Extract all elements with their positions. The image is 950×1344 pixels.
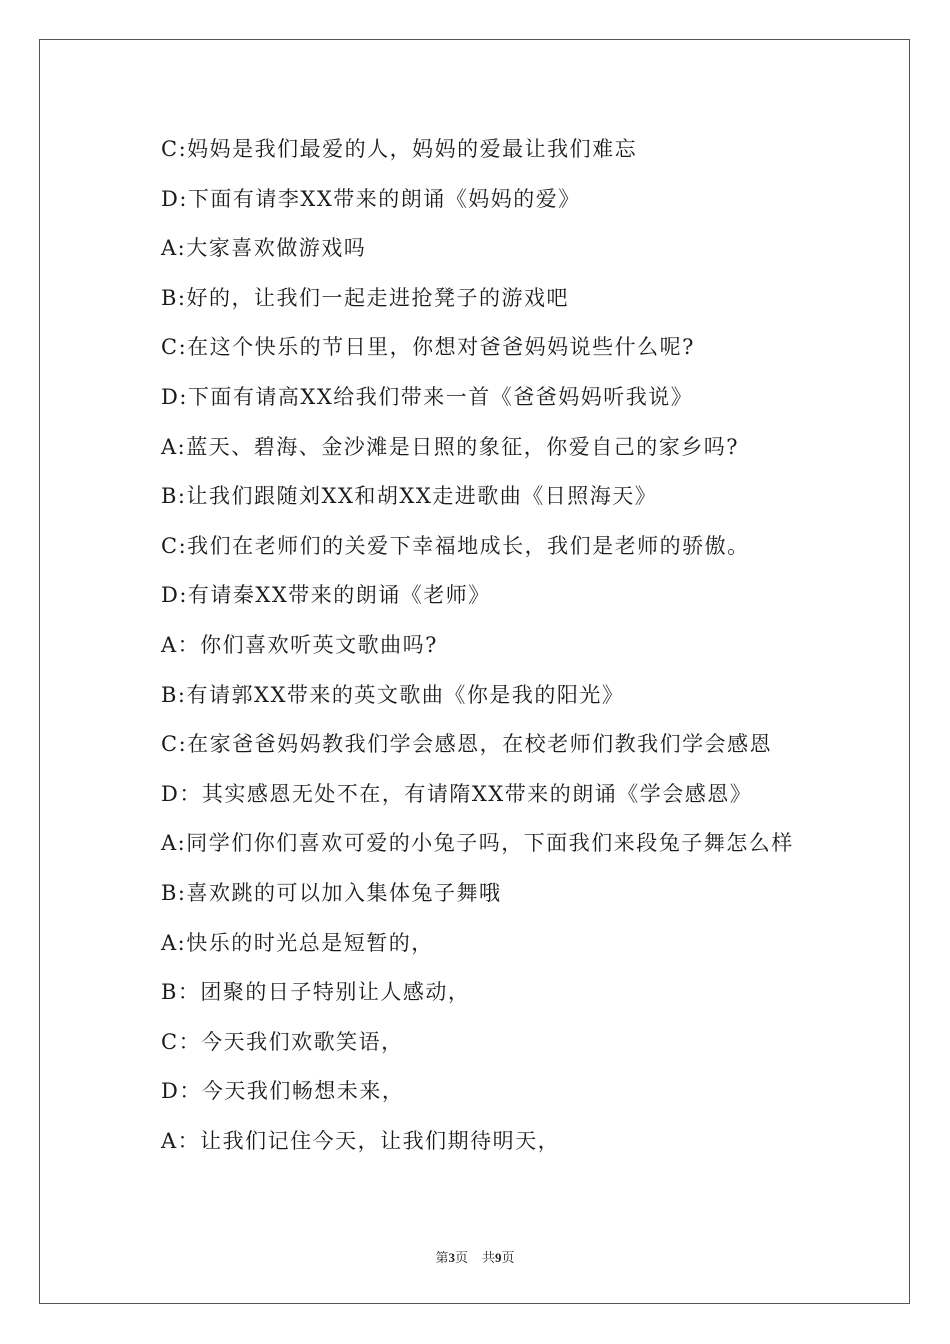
dialogue-line: A:大家喜欢做游戏吗 bbox=[161, 236, 367, 261]
dialogue-line: D:下面有请高XX给我们带来一首《爸爸妈妈听我说》 bbox=[161, 384, 694, 409]
total-suffix: 页 bbox=[501, 1251, 515, 1266]
dialogue-line: A:蓝天、碧海、金沙滩是日照的象征，你爱自己的家乡吗? bbox=[161, 434, 739, 459]
dialogue-line: B:有请郭XX带来的英文歌曲《你是我的阳光》 bbox=[161, 682, 625, 707]
total-prefix: 共 bbox=[482, 1251, 496, 1266]
dialogue-line: B：团聚的日子特别让人感动， bbox=[161, 980, 471, 1005]
dialogue-line: D:下面有请李XX带来的朗诵《妈妈的爱》 bbox=[161, 186, 581, 211]
page-number: 3 bbox=[448, 1250, 455, 1265]
dialogue-line: C:在这个快乐的节日里，你想对爸爸妈妈说些什么呢? bbox=[161, 335, 695, 360]
dialogue-line: A:快乐的时光总是短暂的， bbox=[161, 930, 434, 955]
dialogue-line: A：你们喜欢听英文歌曲吗? bbox=[161, 632, 438, 657]
total-pages: 9 bbox=[495, 1250, 502, 1265]
dialogue-line: C：今天我们欢歌笑语， bbox=[161, 1029, 404, 1054]
dialogue-list bbox=[161, 131, 861, 1172]
dialogue-line: B:让我们跟随刘XX和胡XX走进歌曲《日照海天》 bbox=[161, 484, 658, 509]
page-suffix: 页 bbox=[454, 1251, 468, 1266]
dialogue-line: A:同学们你们喜欢可爱的小兔子吗，下面我们来段兔子舞怎么样 bbox=[161, 831, 794, 856]
dialogue-line: D:有请秦XX带来的朗诵《老师》 bbox=[161, 583, 491, 608]
dialogue-line: A：让我们记住今天，让我们期待明天， bbox=[161, 1128, 561, 1153]
page-prefix: 第 bbox=[435, 1251, 449, 1266]
page-footer bbox=[0, 1247, 950, 1266]
dialogue-line: B:好的，让我们一起走进抢凳子的游戏吧 bbox=[161, 285, 570, 310]
dialogue-line: D：今天我们畅想未来， bbox=[161, 1079, 405, 1104]
dialogue-line: C:在家爸爸妈妈教我们学会感恩，在校老师们教我们学会感恩 bbox=[161, 732, 773, 757]
dialogue-line: C:妈妈是我们最爱的人，妈妈的爱最让我们难忘 bbox=[161, 137, 638, 161]
dialogue-line: D：其实感恩无处不在，有请隋XX带来的朗诵《学会感恩》 bbox=[161, 781, 753, 806]
dialogue-line: C:我们在老师们的关爱下幸福地成长，我们是老师的骄傲。 bbox=[161, 533, 750, 558]
dialogue-line: B:喜欢跳的可以加入集体兔子舞哦 bbox=[161, 880, 502, 905]
